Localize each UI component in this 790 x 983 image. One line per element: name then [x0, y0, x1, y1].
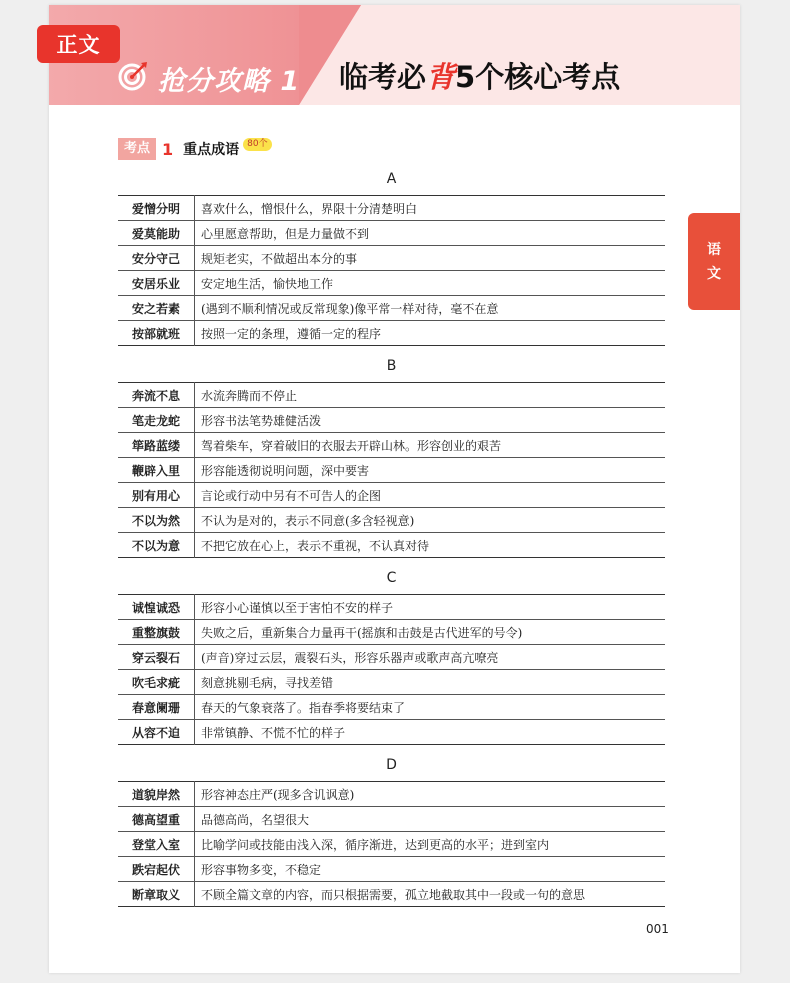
table-row — [118, 670, 665, 695]
kaodian-number: 1 — [162, 139, 174, 159]
table-row — [118, 221, 665, 246]
idiom-definition: 品德高尚，名望很大 — [195, 807, 666, 832]
side-tab-line2: 文 — [707, 265, 721, 282]
idiom-definition: 言论或行动中另有不可告人的企图 — [195, 483, 666, 508]
idiom-term: 吹毛求疵 — [118, 670, 195, 695]
group-letter-b: B — [386, 358, 397, 374]
idiom-definition: (遇到不顺利情况或反常现象)像平常一样对待，毫不在意 — [195, 296, 666, 321]
table-row — [118, 720, 665, 745]
side-tab-line1: 语 — [707, 241, 721, 258]
idiom-term: 春意阑珊 — [118, 695, 195, 720]
idiom-term: 安居乐业 — [118, 271, 195, 296]
idiom-term: 爱莫能助 — [118, 221, 195, 246]
idiom-definition: 不把它放在心上，表示不重视，不认真对待 — [201, 538, 430, 553]
idiom-term: 断章取义 — [118, 882, 195, 907]
count-badge: 80个 — [243, 138, 271, 151]
idiom-definition: 春天的气象衰落了。指春季将要结束了 — [195, 695, 666, 720]
table-row — [118, 595, 665, 620]
idiom-definition: 比喻学问或技能由浅入深，循序渐进，达到更高的水平；进到室内 — [195, 832, 666, 857]
idiom-term: 道貌岸然 — [118, 782, 195, 807]
idiom-definition: 按照一定的条理，遵循一定的程序 — [201, 326, 382, 341]
idiom-definition: 不认为是对的，表示不同意(多含轻视意) — [195, 508, 666, 533]
title-pre: 临考必 — [339, 60, 427, 94]
table-row — [118, 246, 665, 271]
idiom-table-a — [118, 195, 665, 346]
kaodian-label: 考点 — [118, 138, 156, 160]
idiom-term: 穿云裂石 — [118, 645, 195, 670]
table-row — [118, 620, 665, 645]
table-row — [118, 533, 665, 558]
table-row — [118, 433, 665, 458]
idiom-definition: 非常镇静、不慌不忙的样子 — [201, 725, 346, 740]
idiom-term: 奔流不息 — [118, 383, 195, 408]
idiom-term: 诚惶诚恐 — [118, 595, 195, 620]
table-row — [118, 458, 665, 483]
idiom-definition: 失败之后，重新集合力量再干(摇旗和击鼓是古代进军的号令) — [195, 620, 666, 645]
idiom-definition: 形容小心谨慎以至于害怕不安的样子 — [195, 595, 666, 620]
section-header — [118, 138, 272, 160]
title-post: 5个核心考点 — [455, 60, 621, 94]
section-tag: 正文 — [37, 25, 120, 63]
banner-title-right — [339, 55, 620, 96]
table-row — [118, 882, 665, 907]
table-row — [118, 645, 665, 670]
idiom-definition: 形容事物多变，不稳定 — [195, 857, 666, 882]
idiom-definition: 规矩老实，不做超出本分的事 — [195, 246, 666, 271]
idiom-term: 爱憎分明 — [118, 196, 195, 221]
idiom-definition: 驾着柴车，穿着破旧的衣服去开辟山林。形容创业的艰苦 — [195, 433, 666, 458]
idiom-definition: (声音)穿过云层，震裂石头，形容乐器声或歌声高亢嘹亮 — [195, 645, 666, 670]
idiom-term: 登堂入室 — [118, 832, 195, 857]
idiom-definition: 形容神态庄严(现多含讥讽意) — [195, 782, 666, 807]
table-row — [118, 321, 665, 346]
idiom-term: 笔走龙蛇 — [118, 408, 195, 433]
table-row — [118, 695, 665, 720]
table-row — [118, 807, 665, 832]
table-row — [118, 782, 665, 807]
banner-title-left: 抢分攻略 1 — [158, 66, 301, 97]
table-row — [118, 296, 665, 321]
table-row — [118, 271, 665, 296]
idiom-term: 不以为然 — [118, 508, 195, 533]
idiom-term: 不以为意 — [118, 533, 195, 558]
idiom-definition: 形容书法笔势雄健活泼 — [195, 408, 666, 433]
idiom-definition: 刻意挑剔毛病，寻找差错 — [195, 670, 666, 695]
idiom-term: 按部就班 — [118, 321, 195, 346]
idiom-term: 筚路蓝缕 — [118, 433, 195, 458]
idiom-table-d — [118, 781, 665, 907]
idiom-definition: 形容能透彻说明问题，深中要害 — [195, 458, 666, 483]
table-row — [118, 196, 665, 221]
group-letter-d: D — [386, 757, 397, 773]
idiom-definition: 不顾全篇文章的内容，而只根据需要，孤立地截取其中一段或一句的意思 — [201, 887, 586, 902]
idiom-term: 跌宕起伏 — [118, 857, 195, 882]
idiom-term: 鞭辟入里 — [118, 458, 195, 483]
idiom-definition: 水流奔腾而不停止 — [195, 383, 666, 408]
idiom-term: 从容不迫 — [118, 720, 195, 745]
group-letter-c: C — [386, 570, 397, 586]
subject-side-tab[interactable] — [688, 213, 740, 310]
idiom-definition: 心里愿意帮助，但是力量做不到 — [195, 221, 666, 246]
table-row — [118, 408, 665, 433]
idiom-table-b — [118, 382, 665, 558]
idiom-term: 别有用心 — [118, 483, 195, 508]
table-row — [118, 508, 665, 533]
target-icon — [117, 60, 149, 92]
idiom-term: 安之若素 — [118, 296, 195, 321]
title-accent: 背 — [426, 60, 456, 94]
page-number: 001 — [646, 922, 669, 936]
section-title: 重点成语 — [183, 142, 240, 158]
idiom-term: 安分守己 — [118, 246, 195, 271]
group-letter-a: A — [386, 171, 397, 187]
table-row — [118, 383, 665, 408]
idiom-term: 德高望重 — [118, 807, 195, 832]
idiom-definition: 喜欢什么，憎恨什么，界限十分清楚明白 — [195, 196, 666, 221]
idiom-definition: 安定地生活，愉快地工作 — [195, 271, 666, 296]
table-row — [118, 832, 665, 857]
idiom-table-c — [118, 594, 665, 745]
table-row — [118, 483, 665, 508]
idiom-term: 重整旗鼓 — [118, 620, 195, 645]
table-row — [118, 857, 665, 882]
